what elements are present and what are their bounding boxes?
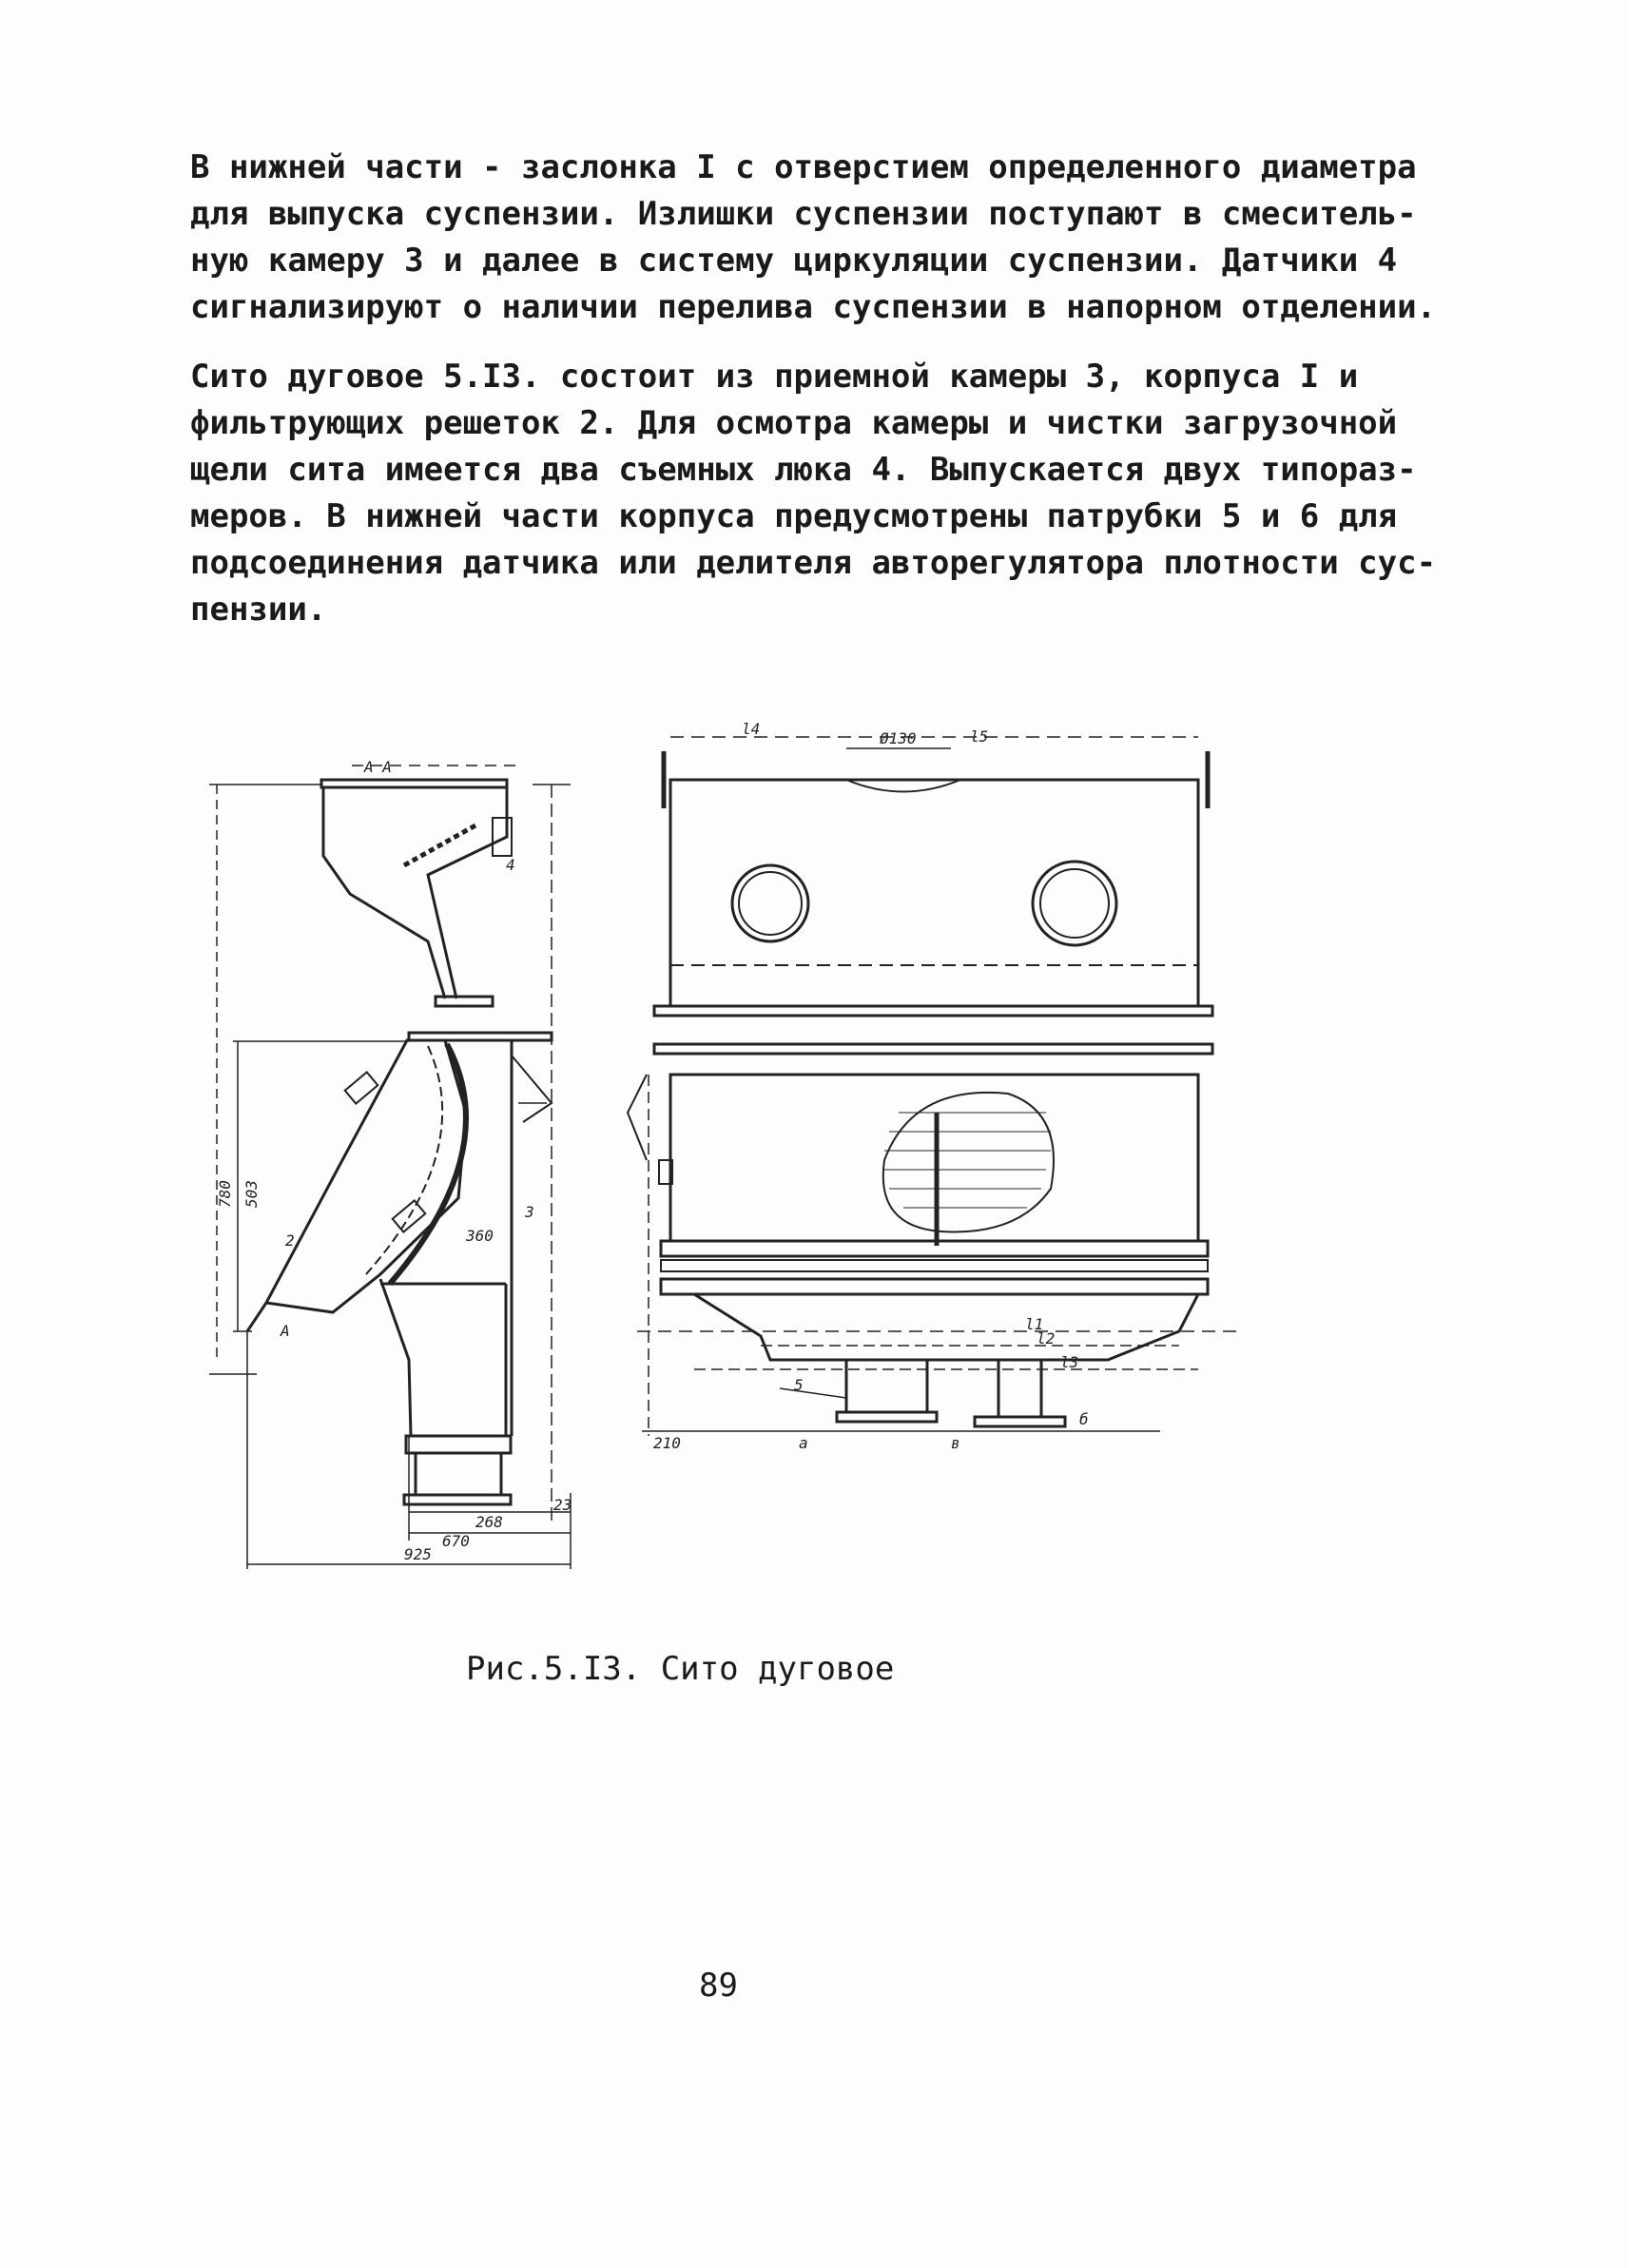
nozzle-5-foot bbox=[837, 1412, 937, 1422]
upper-chamber bbox=[670, 780, 1198, 1006]
lower-tray bbox=[694, 1294, 1198, 1360]
inspection-hatch-right bbox=[1033, 862, 1116, 945]
arc-body-shell bbox=[266, 1040, 466, 1312]
dim-925: 925 bbox=[404, 1545, 432, 1563]
flange-middle bbox=[654, 1044, 1212, 1054]
label-side-2: 2 bbox=[285, 1231, 295, 1250]
label-nozzle-5: 5 bbox=[794, 1376, 804, 1394]
label-side-4: 4 bbox=[506, 856, 515, 874]
paragraph-1: В нижней части - заслонка I с отверстием определенного диаметра для выпуска суспензии. Излишки суспензии поступают в смеситель- ную камеру 3 и далее в систему циркуляции суспензии. Датчики 4 сигнализируют о наличии перелива суспензии в напорном отделении. bbox=[190, 148, 1437, 326]
dim-670: 670 bbox=[442, 1532, 470, 1550]
dim-l4: l4 bbox=[742, 720, 761, 738]
grid-rail-3 bbox=[661, 1279, 1208, 1294]
nozzle-6-foot bbox=[975, 1417, 1065, 1426]
label-side-3: 3 bbox=[525, 1203, 534, 1221]
page-number: 89 bbox=[699, 1967, 738, 2005]
front-view bbox=[628, 751, 1212, 1426]
screen-cutaway bbox=[883, 1093, 1054, 1232]
lower-hopper bbox=[380, 1279, 506, 1436]
label-side-a: A bbox=[281, 1322, 290, 1340]
hopper-right-wall bbox=[428, 787, 507, 998]
dim-l3: l3 bbox=[1060, 1353, 1079, 1371]
nozzle-6 bbox=[998, 1360, 1041, 1417]
label-nozzle-6: б bbox=[1079, 1410, 1089, 1428]
upper-flange bbox=[436, 997, 493, 1006]
outlet-spout bbox=[247, 1303, 266, 1331]
dim-210: 210 bbox=[653, 1434, 681, 1452]
hatch-4 bbox=[345, 1072, 378, 1103]
side-dimensions bbox=[209, 766, 571, 1569]
flange-upper bbox=[654, 1006, 1212, 1016]
grid-rail-2 bbox=[661, 1260, 1208, 1271]
dim-130: Ø130 bbox=[880, 729, 917, 747]
side-view bbox=[247, 780, 552, 1504]
nozzle-side bbox=[416, 1453, 501, 1495]
dim-a: a bbox=[799, 1434, 808, 1452]
dim-268: 268 bbox=[475, 1513, 503, 1531]
sensor-4 bbox=[493, 818, 512, 856]
label-section-aa: А А bbox=[364, 758, 392, 776]
figure-caption: Рис.5.I3. Сито дуговое bbox=[466, 1650, 895, 1688]
inspection-hatch-left bbox=[732, 865, 808, 941]
hopper-left-wall bbox=[323, 787, 445, 998]
dim-780: 780 bbox=[216, 1180, 234, 1208]
dim-360: 360 bbox=[466, 1227, 494, 1245]
inner-baffle bbox=[404, 825, 475, 865]
top-opening bbox=[846, 780, 960, 792]
dim-b: в bbox=[951, 1434, 960, 1452]
nozzle-foot-side bbox=[404, 1495, 511, 1504]
dim-l5: l5 bbox=[970, 727, 989, 746]
paragraph-2: Сито дуговое 5.I3. состоит из приемной камеры 3, корпуса I и фильтрующих решеток 2. Для осмотра камеры и чистки загрузочной щели сита имеется два съемных люка 4. Выпускается двух типораз- меров. В нижней части корпуса предусмотрены патрубки 5 и 6 для подсоединения датчика или делителя авторегулятора плотности сус- пензии. bbox=[190, 358, 1437, 629]
hopper-top-rim bbox=[321, 780, 507, 787]
front-dimensions bbox=[637, 737, 1236, 1436]
arc-screen-outer bbox=[390, 1044, 466, 1284]
dim-503: 503 bbox=[242, 1180, 261, 1208]
nozzle-flange-side bbox=[406, 1436, 511, 1453]
arc-sieve-drawing bbox=[190, 713, 1455, 1598]
support-bracket bbox=[512, 1056, 552, 1122]
screen-hatch bbox=[884, 1113, 1051, 1208]
arc-screen-inner bbox=[366, 1046, 442, 1274]
dim-l2: l2 bbox=[1037, 1329, 1056, 1347]
dim-23: 23 bbox=[553, 1496, 572, 1514]
technical-drawing bbox=[190, 713, 1455, 1598]
dim-l1: l1 bbox=[1025, 1315, 1044, 1333]
nozzle-5 bbox=[846, 1360, 927, 1412]
